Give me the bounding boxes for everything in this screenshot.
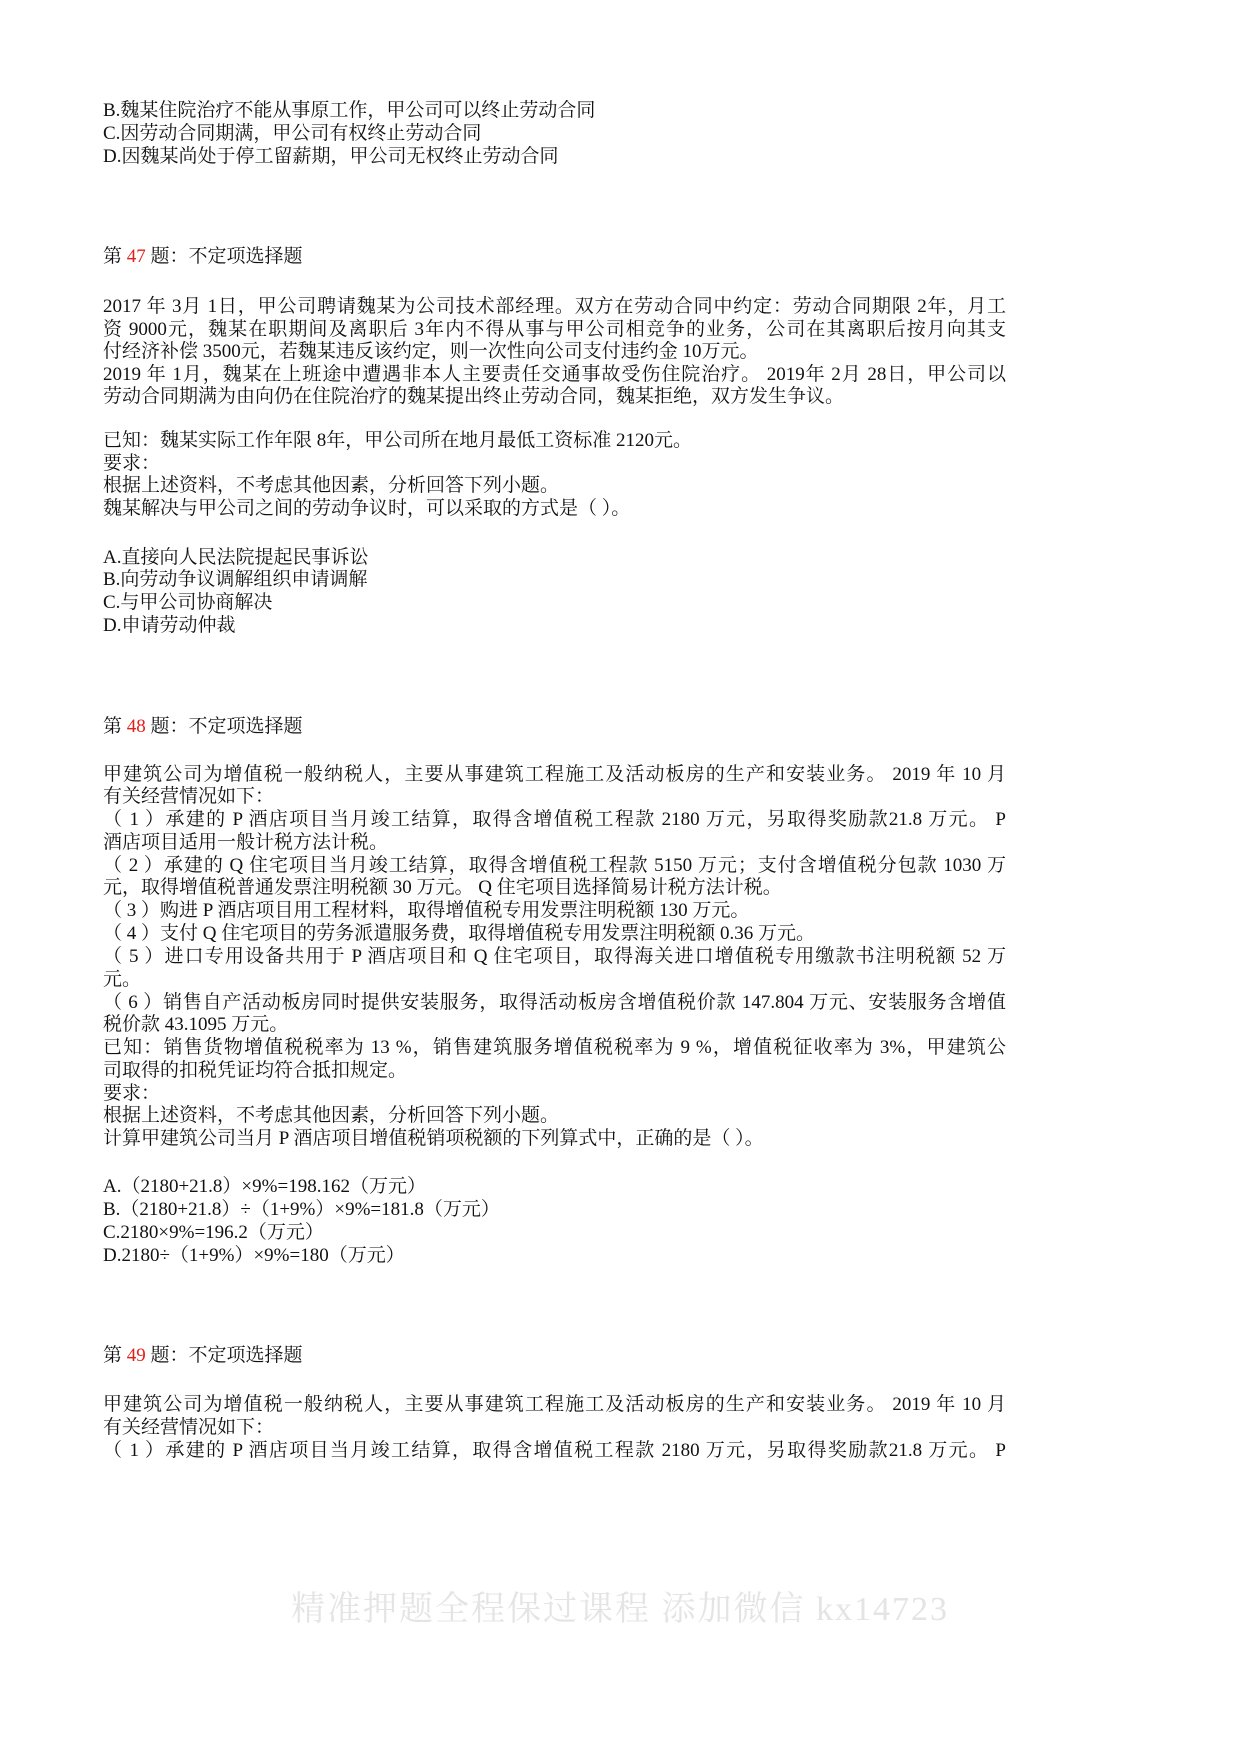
question-stem-line: 司取得的扣税凭证均符合抵扣规定。 (103, 1060, 408, 1081)
question-number: 47 (126, 246, 146, 267)
question-stem-line: 元。 (103, 969, 142, 990)
question-stem-line: （ 1 ）承建的 P 酒店项目当月竣工结算，取得含增值税工程款 2180 万元，另取得奖励款21.8 万元。 P (103, 809, 1006, 830)
question-stem-line: 计算甲建筑公司当月 P 酒店项目增值税销项税额的下列算式中，正确的是（ ）。 (103, 1128, 764, 1149)
question-stem-line: 有关经营情况如下： (103, 786, 275, 807)
answer-option: A.（2180+21.8）×9%=198.162（万元） (103, 1176, 426, 1197)
question-header (103, 1344, 303, 1367)
answer-option: C.因劳动合同期满，甲公司有权终止劳动合同 (103, 123, 482, 144)
question-stem-line: 要求： (103, 453, 161, 474)
question-stem-line: （ 5 ）进口专用设备共用于 P 酒店项目和 Q 住宅项目，取得海关进口增值税专用缴款书注明税额 52 万 (103, 946, 1006, 967)
question-type: 题：不定项选择题 (145, 246, 303, 267)
question-stem-line: （ 3 ）购进 P 酒店项目用工程材料，取得增值税专用发票注明税额 130 万元。 (103, 900, 750, 921)
question-stem-line: （ 2 ）承建的 Q 住宅项目当月竣工结算，取得含增值税工程款 5150 万元；支付含增值税分包款 1030 万 (103, 855, 1006, 876)
answer-option: D.申请劳动仲裁 (103, 615, 236, 636)
answer-option: B.魏某住院治疗不能从事原工作，甲公司可以终止劳动合同 (103, 100, 596, 121)
question-stem-line: （ 6 ）销售自产活动板房同时提供安装服务，取得活动板房含增值税价款 147.804 万元、安装服务含增值 (103, 992, 1006, 1013)
answer-option: B.（2180+21.8）÷（1+9%）×9%=181.8（万元） (103, 1199, 500, 1220)
question-stem-line: （ 4 ）支付 Q 住宅项目的劳务派遣服务费，取得增值税专用发票注明税额 0.36 万元。 (103, 923, 815, 944)
question-header (103, 245, 303, 268)
question-type: 题：不定项选择题 (145, 716, 303, 737)
answer-option: B.向劳动争议调解组织申请调解 (103, 569, 368, 590)
question-stem-line: 2019 年 1月，魏某在上班途中遭遇非本人主要责任交通事故受伤住院治疗。 2019年 2月 28日，甲公司以 (103, 364, 1006, 385)
question-stem-line: 魏某解决与甲公司之间的劳动争议时，可以采取的方式是（ ）。 (103, 498, 631, 519)
watermark: 精准押题全程保过课程 添加微信 kx14723 (291, 1591, 949, 1628)
answer-option: C.2180×9%=196.2（万元） (103, 1222, 324, 1243)
question-stem-line: 甲建筑公司为增值税一般纳税人，主要从事建筑工程施工及活动板房的生产和安装业务。 2019 年 10 月 (103, 764, 1006, 785)
question-prefix: 第 (103, 1345, 127, 1366)
answer-option: A.直接向人民法院提起民事诉讼 (103, 547, 369, 568)
question-header (103, 715, 303, 738)
question-prefix: 第 (103, 716, 127, 737)
question-stem-line: 酒店项目适用一般计税方法计税。 (103, 832, 389, 853)
question-stem-line: 税价款 43.1095 万元。 (103, 1014, 289, 1035)
answer-option: D.2180÷（1+9%）×9%=180（万元） (103, 1245, 405, 1266)
question-stem-line: 已知：魏某实际工作年限 8年，甲公司所在地月最低工资标准 2120元。 (103, 430, 693, 451)
question-stem-line: 要求： (103, 1083, 161, 1104)
question-stem-line: 2017 年 3月 1日，甲公司聘请魏某为公司技术部经理。双方在劳动合同中约定：劳动合同期限 2年，月工 (103, 296, 1006, 317)
question-stem-line: 元，取得增值税普通发票注明税额 30 万元。 Q 住宅项目选择简易计税方法计税。 (103, 877, 782, 898)
question-stem-line: （ 1 ）承建的 P 酒店项目当月竣工结算，取得含增值税工程款 2180 万元，另取得奖励款21.8 万元。 P (103, 1440, 1006, 1461)
question-stem-line: 已知：销售货物增值税税率为 13 %，销售建筑服务增值税税率为 9 %，增值税征收率为 3%，甲建筑公 (103, 1037, 1006, 1058)
question-stem-line: 有关经营情况如下： (103, 1417, 275, 1438)
answer-option: D.因魏某尚处于停工留薪期，甲公司无权终止劳动合同 (103, 146, 559, 167)
question-stem-line: 付经济补偿 3500元，若魏某违反该约定，则一次性向公司支付违约金 10万元。 (103, 341, 759, 362)
question-number: 49 (126, 1345, 146, 1366)
question-prefix: 第 (103, 246, 127, 267)
answer-option: C.与甲公司协商解决 (103, 592, 273, 613)
question-stem-line: 甲建筑公司为增值税一般纳税人，主要从事建筑工程施工及活动板房的生产和安装业务。 2019 年 10 月 (103, 1394, 1006, 1415)
question-stem-line: 资 9000元，魏某在职期间及离职后 3年内不得从事与甲公司相竞争的业务，公司在其离职后按月向其支 (103, 319, 1006, 340)
question-type: 题：不定项选择题 (145, 1345, 303, 1366)
question-stem-line: 劳动合同期满为由向仍在住院治疗的魏某提出终止劳动合同，魏某拒绝，双方发生争议。 (103, 386, 845, 407)
question-number: 48 (126, 716, 146, 737)
question-stem-line: 根据上述资料，不考虑其他因素，分析回答下列小题。 (103, 475, 560, 496)
question-stem-line: 根据上述资料，不考虑其他因素，分析回答下列小题。 (103, 1105, 560, 1126)
